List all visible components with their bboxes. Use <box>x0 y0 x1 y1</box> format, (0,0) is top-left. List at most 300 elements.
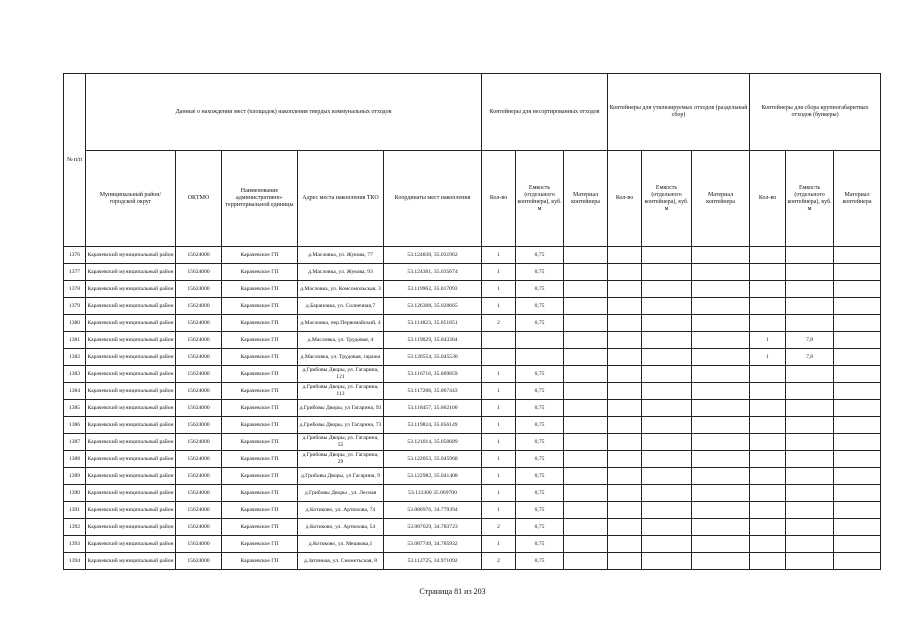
oktmo-cell: 15624000 <box>176 519 222 536</box>
header-qty-recycled: Кол-во <box>608 151 642 247</box>
coords-cell: 53.117288, 35.067443 <box>384 383 482 400</box>
row-number: 1380 <box>64 315 86 332</box>
address-cell: д.Грибовы Дворы, ул Гагарина, 73 <box>298 417 384 434</box>
row-number: 1389 <box>64 468 86 485</box>
material-sorted-cell <box>564 553 608 570</box>
qty-bulky-cell <box>750 383 786 400</box>
capacity-recycled-cell <box>642 332 692 349</box>
coords-cell: 53.122053, 35.045968 <box>384 451 482 468</box>
qty-bulky-cell <box>750 281 786 298</box>
qty-recycled-cell <box>608 519 642 536</box>
table-row <box>64 468 881 485</box>
qty-bulky-cell: 1 <box>750 349 786 366</box>
capacity-recycled-cell <box>642 247 692 264</box>
oktmo-cell: 15624000 <box>176 298 222 315</box>
row-number: 1394 <box>64 553 86 570</box>
settlement-cell: Карачевское ГП <box>222 400 298 417</box>
capacity-recycled-cell <box>642 519 692 536</box>
material-sorted-cell <box>564 417 608 434</box>
qty-recycled-cell <box>608 383 642 400</box>
capacity-recycled-cell <box>642 281 692 298</box>
material-bulky-cell <box>834 536 881 553</box>
address-cell: д.Масловка, ул. Трудовая, 4 <box>298 332 384 349</box>
capacity-sorted-cell <box>516 349 564 366</box>
settlement-cell: Карачевское ГП <box>222 315 298 332</box>
material-sorted-cell <box>564 400 608 417</box>
header-row-number: № п/п <box>64 74 86 247</box>
coords-cell: 53.114823, 35.051851 <box>384 315 482 332</box>
capacity-sorted-cell: 0,75 <box>516 247 564 264</box>
material-bulky-cell <box>834 553 881 570</box>
capacity-recycled-cell <box>642 264 692 281</box>
qty-sorted-cell <box>482 349 516 366</box>
material-sorted-cell <box>564 536 608 553</box>
row-number: 1383 <box>64 366 86 383</box>
material-sorted-cell <box>564 434 608 451</box>
header-capacity-recycled: Емкость (отдельного контейнера), куб. м <box>642 151 692 247</box>
oktmo-cell: 15624000 <box>176 451 222 468</box>
material-bulky-cell <box>834 298 881 315</box>
qty-recycled-cell <box>608 451 642 468</box>
settlement-cell: Карачевское ГП <box>222 349 298 366</box>
capacity-recycled-cell <box>642 451 692 468</box>
capacity-bulky-cell: 7,8 <box>786 349 834 366</box>
settlement-cell: Карачевское ГП <box>222 519 298 536</box>
capacity-bulky-cell <box>786 247 834 264</box>
district-cell: Карачевский муниципальный район <box>86 451 176 468</box>
material-recycled-cell <box>692 553 750 570</box>
capacity-bulky-cell <box>786 383 834 400</box>
qty-recycled-cell <box>608 502 642 519</box>
address-cell: д.Грибовы Дворы, ул. Гагарина, 113 <box>298 383 384 400</box>
oktmo-cell: 15624000 <box>176 332 222 349</box>
qty-recycled-cell <box>608 264 642 281</box>
oktmo-cell: 15624000 <box>176 536 222 553</box>
capacity-sorted-cell: 0,75 <box>516 366 564 383</box>
capacity-bulky-cell <box>786 281 834 298</box>
qty-sorted-cell: 1 <box>482 298 516 315</box>
row-number: 1382 <box>64 349 86 366</box>
coords-cell: 53.121014, 35.050689 <box>384 434 482 451</box>
row-number: 1377 <box>64 264 86 281</box>
material-sorted-cell <box>564 502 608 519</box>
qty-sorted-cell: 1 <box>482 451 516 468</box>
qty-recycled-cell <box>608 553 642 570</box>
district-cell: Карачевский муниципальный район <box>86 400 176 417</box>
header-capacity-sorted: Емкость (отдельного контейнера), куб. м <box>516 151 564 247</box>
row-number: 1387 <box>64 434 86 451</box>
table-row <box>64 332 881 349</box>
table-row <box>64 400 881 417</box>
qty-recycled-cell <box>608 298 642 315</box>
oktmo-cell: 15624000 <box>176 247 222 264</box>
header-qty-sorted: Кол-во <box>482 151 516 247</box>
settlement-cell: Карачевское ГП <box>222 553 298 570</box>
oktmo-cell: 15624000 <box>176 264 222 281</box>
capacity-sorted-cell: 0,75 <box>516 417 564 434</box>
qty-recycled-cell <box>608 400 642 417</box>
address-cell: д.Масловка, ул. Трудовая, гаражи <box>298 349 384 366</box>
capacity-sorted-cell: 0,75 <box>516 502 564 519</box>
material-recycled-cell <box>692 485 750 502</box>
oktmo-cell: 15624000 <box>176 383 222 400</box>
address-cell: д.Барановка, ул. Солнечная,7 <box>298 298 384 315</box>
material-recycled-cell <box>692 281 750 298</box>
header-material-bulky: Материал контейнера <box>834 151 881 247</box>
capacity-sorted-cell: 0,75 <box>516 400 564 417</box>
material-bulky-cell <box>834 434 881 451</box>
material-recycled-cell <box>692 417 750 434</box>
material-bulky-cell <box>834 383 881 400</box>
header-address: Адрес места накопления ТКО <box>298 151 384 247</box>
registry-table <box>63 73 881 570</box>
qty-sorted-cell: 1 <box>482 400 516 417</box>
material-sorted-cell <box>564 315 608 332</box>
qty-recycled-cell <box>608 434 642 451</box>
qty-sorted-cell: 1 <box>482 485 516 502</box>
address-cell: д.Грибовы Дворы, ул. Гагарина, 29 <box>298 451 384 468</box>
qty-recycled-cell <box>608 536 642 553</box>
address-cell: д.Грибовы Дворы, ул Гагарина, 93 <box>298 400 384 417</box>
table-row <box>64 366 881 383</box>
settlement-cell: Карачевское ГП <box>222 502 298 519</box>
settlement-cell: Карачевское ГП <box>222 366 298 383</box>
table-row <box>64 264 881 281</box>
oktmo-cell: 15624000 <box>176 502 222 519</box>
material-recycled-cell <box>692 502 750 519</box>
material-recycled-cell <box>692 451 750 468</box>
header-district: Муниципальный район/городской округ <box>86 151 176 247</box>
header-group-sorted: Контейнеры для несортированных отходов <box>482 74 608 151</box>
material-bulky-cell <box>834 349 881 366</box>
qty-bulky-cell <box>750 417 786 434</box>
capacity-recycled-cell <box>642 468 692 485</box>
address-cell: д.Масловка, ул. Комсомольская, 3 <box>298 281 384 298</box>
row-number: 1392 <box>64 519 86 536</box>
coords-cell: 53.118457, 35.062100 <box>384 400 482 417</box>
oktmo-cell: 15624000 <box>176 417 222 434</box>
capacity-sorted-cell: 0,75 <box>516 383 564 400</box>
table-row <box>64 553 881 570</box>
table-row <box>64 536 881 553</box>
qty-recycled-cell <box>608 485 642 502</box>
qty-sorted-cell: 1 <box>482 247 516 264</box>
table-row <box>64 281 881 298</box>
qty-recycled-cell <box>608 366 642 383</box>
capacity-recycled-cell <box>642 485 692 502</box>
settlement-cell: Карачевское ГП <box>222 536 298 553</box>
settlement-cell: Карачевское ГП <box>222 332 298 349</box>
material-bulky-cell <box>834 281 881 298</box>
capacity-recycled-cell <box>642 366 692 383</box>
address-cell: д.Масловка, ул. Жукова, 77 <box>298 247 384 264</box>
coords-cell: 53.116716, 35.069859 <box>384 366 482 383</box>
address-cell: д.Котиково, ул. Мешкова,1 <box>298 536 384 553</box>
capacity-recycled-cell <box>642 400 692 417</box>
district-cell: Карачевский муниципальный район <box>86 264 176 281</box>
row-number: 1390 <box>64 485 86 502</box>
capacity-sorted-cell: 0,75 <box>516 468 564 485</box>
header-capacity-bulky: Емкость (отдельного контейнера), куб. м <box>786 151 834 247</box>
table-row <box>64 349 881 366</box>
table-row <box>64 434 881 451</box>
coords-cell: 53.126308, 35.020665 <box>384 298 482 315</box>
qty-sorted-cell: 1 <box>482 502 516 519</box>
material-sorted-cell <box>564 298 608 315</box>
qty-recycled-cell <box>608 349 642 366</box>
material-sorted-cell <box>564 281 608 298</box>
capacity-sorted-cell: 0,75 <box>516 485 564 502</box>
material-bulky-cell <box>834 315 881 332</box>
material-recycled-cell <box>692 383 750 400</box>
header-settlement: Наименование административно-территориальной единицы <box>222 151 298 247</box>
district-cell: Карачевский муниципальный район <box>86 281 176 298</box>
district-cell: Карачевский муниципальный район <box>86 315 176 332</box>
oktmo-cell: 15624000 <box>176 281 222 298</box>
coords-cell: 53.112725, 34.971092 <box>384 553 482 570</box>
material-sorted-cell <box>564 383 608 400</box>
qty-recycled-cell <box>608 417 642 434</box>
capacity-sorted-cell: 0,75 <box>516 451 564 468</box>
header-oktmo: ОКТМО <box>176 151 222 247</box>
settlement-cell: Карачевское ГП <box>222 383 298 400</box>
coords-cell: 53.120554, 35.045530 <box>384 349 482 366</box>
table-body <box>64 247 881 570</box>
material-sorted-cell <box>564 264 608 281</box>
material-bulky-cell <box>834 264 881 281</box>
material-recycled-cell <box>692 536 750 553</box>
oktmo-cell: 15624000 <box>176 553 222 570</box>
row-number: 1381 <box>64 332 86 349</box>
row-number: 1393 <box>64 536 86 553</box>
material-bulky-cell <box>834 519 881 536</box>
capacity-sorted-cell: 0,75 <box>516 281 564 298</box>
settlement-cell: Карачевское ГП <box>222 281 298 298</box>
oktmo-cell: 15624000 <box>176 366 222 383</box>
table-row <box>64 383 881 400</box>
material-sorted-cell <box>564 485 608 502</box>
capacity-recycled-cell <box>642 315 692 332</box>
district-cell: Карачевский муниципальный район <box>86 298 176 315</box>
header-coords: Координаты мест накопления <box>384 151 482 247</box>
material-recycled-cell <box>692 247 750 264</box>
qty-recycled-cell <box>608 281 642 298</box>
material-bulky-cell <box>834 468 881 485</box>
settlement-cell: Карачевское ГП <box>222 247 298 264</box>
row-number: 1386 <box>64 417 86 434</box>
qty-bulky-cell <box>750 264 786 281</box>
coords-cell: 53.113300 35.069700 <box>384 485 482 502</box>
header-group-location: Данные о нахождении мест (площадок) накопления твердых коммунальных отходов <box>86 74 482 151</box>
qty-sorted-cell: 1 <box>482 264 516 281</box>
capacity-bulky-cell <box>786 315 834 332</box>
row-number: 1378 <box>64 281 86 298</box>
table-row <box>64 417 881 434</box>
oktmo-cell: 15624000 <box>176 349 222 366</box>
capacity-bulky-cell <box>786 417 834 434</box>
district-cell: Карачевский муниципальный район <box>86 332 176 349</box>
qty-recycled-cell <box>608 247 642 264</box>
qty-bulky-cell <box>750 451 786 468</box>
qty-sorted-cell: 2 <box>482 519 516 536</box>
material-sorted-cell <box>564 366 608 383</box>
coords-cell: 53.122982, 35.041408 <box>384 468 482 485</box>
address-cell: д.Котиково, ул. Артюхова, 74 <box>298 502 384 519</box>
capacity-recycled-cell <box>642 502 692 519</box>
table-row <box>64 247 881 264</box>
address-cell: д.Грибовы Дворы, ул Гагарина, 9 <box>298 468 384 485</box>
header-group-recycled: Контейнеры для утилизируемых отходов (раздельный сбор) <box>608 74 750 151</box>
coords-cell: 53.124301, 35.035674 <box>384 264 482 281</box>
header-material-sorted: Материал контейнера <box>564 151 608 247</box>
qty-bulky-cell <box>750 434 786 451</box>
district-cell: Карачевский муниципальный район <box>86 485 176 502</box>
qty-bulky-cell <box>750 485 786 502</box>
district-cell: Карачевский муниципальный район <box>86 519 176 536</box>
capacity-bulky-cell <box>786 434 834 451</box>
settlement-cell: Карачевское ГП <box>222 417 298 434</box>
capacity-sorted-cell: 0,75 <box>516 434 564 451</box>
capacity-recycled-cell <box>642 383 692 400</box>
material-sorted-cell <box>564 451 608 468</box>
capacity-bulky-cell <box>786 553 834 570</box>
settlement-cell: Карачевское ГП <box>222 468 298 485</box>
capacity-recycled-cell <box>642 536 692 553</box>
qty-sorted-cell: 1 <box>482 417 516 434</box>
oktmo-cell: 15624000 <box>176 315 222 332</box>
capacity-sorted-cell: 0,75 <box>516 536 564 553</box>
header-group-bulky: Контейнеры для сбора крупногабаритных отходов (бункеры) <box>750 74 881 151</box>
material-recycled-cell <box>692 332 750 349</box>
capacity-sorted-cell: 0,75 <box>516 315 564 332</box>
material-sorted-cell <box>564 349 608 366</box>
capacity-sorted-cell: 0,75 <box>516 553 564 570</box>
header-qty-bulky: Кол-во <box>750 151 786 247</box>
settlement-cell: Карачевское ГП <box>222 485 298 502</box>
qty-bulky-cell <box>750 519 786 536</box>
material-recycled-cell <box>692 264 750 281</box>
qty-recycled-cell <box>608 315 642 332</box>
qty-sorted-cell: 1 <box>482 468 516 485</box>
capacity-sorted-cell: 0,75 <box>516 519 564 536</box>
capacity-recycled-cell <box>642 434 692 451</box>
capacity-recycled-cell <box>642 298 692 315</box>
material-recycled-cell <box>692 315 750 332</box>
capacity-bulky-cell <box>786 485 834 502</box>
coords-cell: 53.086976, 34.779394 <box>384 502 482 519</box>
capacity-sorted-cell: 0,75 <box>516 298 564 315</box>
capacity-bulky-cell <box>786 502 834 519</box>
qty-sorted-cell: 1 <box>482 383 516 400</box>
district-cell: Карачевский муниципальный район <box>86 383 176 400</box>
district-cell: Карачевский муниципальный район <box>86 536 176 553</box>
address-cell: д.Грибовы Дворы, ул. Гагарина, 55 <box>298 434 384 451</box>
row-number: 1376 <box>64 247 86 264</box>
material-sorted-cell <box>564 332 608 349</box>
material-bulky-cell <box>834 417 881 434</box>
material-bulky-cell <box>834 400 881 417</box>
oktmo-cell: 15624000 <box>176 485 222 502</box>
qty-bulky-cell <box>750 366 786 383</box>
address-cell: д.Масловка, ул. Жукова, 93 <box>298 264 384 281</box>
row-number: 1391 <box>64 502 86 519</box>
district-cell: Карачевский муниципальный район <box>86 468 176 485</box>
qty-sorted-cell: 1 <box>482 536 516 553</box>
row-number: 1388 <box>64 451 86 468</box>
qty-sorted-cell: 1 <box>482 366 516 383</box>
material-recycled-cell <box>692 298 750 315</box>
capacity-bulky-cell <box>786 451 834 468</box>
material-sorted-cell <box>564 519 608 536</box>
qty-sorted-cell: 1 <box>482 281 516 298</box>
district-cell: Карачевский муниципальный район <box>86 247 176 264</box>
material-recycled-cell <box>692 434 750 451</box>
capacity-bulky-cell <box>786 536 834 553</box>
capacity-bulky-cell <box>786 519 834 536</box>
table-row <box>64 451 881 468</box>
material-bulky-cell <box>834 247 881 264</box>
capacity-recycled-cell <box>642 417 692 434</box>
material-recycled-cell <box>692 349 750 366</box>
settlement-cell: Карачевское ГП <box>222 434 298 451</box>
table-row <box>64 519 881 536</box>
table-row <box>64 502 881 519</box>
oktmo-cell: 15624000 <box>176 468 222 485</box>
capacity-sorted-cell: 0,75 <box>516 264 564 281</box>
settlement-cell: Карачевское ГП <box>222 298 298 315</box>
district-cell: Карачевский муниципальный район <box>86 434 176 451</box>
row-number: 1384 <box>64 383 86 400</box>
header-material-recycled: Материал контейнера <box>692 151 750 247</box>
qty-bulky-cell <box>750 315 786 332</box>
district-cell: Карачевский муниципальный район <box>86 366 176 383</box>
coords-cell: 53.087629, 34.783723 <box>384 519 482 536</box>
coords-cell: 53.124830, 35.031962 <box>384 247 482 264</box>
address-cell: д.Котиково, ул. Артюхова, 54 <box>298 519 384 536</box>
capacity-bulky-cell <box>786 400 834 417</box>
settlement-cell: Карачевское ГП <box>222 451 298 468</box>
capacity-recycled-cell <box>642 349 692 366</box>
coords-cell: 53.119029, 35.043304 <box>384 332 482 349</box>
capacity-bulky-cell <box>786 468 834 485</box>
address-cell: д.Грибовы Дворы , ул. Лесная <box>298 485 384 502</box>
capacity-sorted-cell <box>516 332 564 349</box>
capacity-bulky-cell <box>786 264 834 281</box>
qty-bulky-cell <box>750 553 786 570</box>
material-bulky-cell <box>834 451 881 468</box>
qty-sorted-cell: 2 <box>482 315 516 332</box>
coords-cell: 53.119962, 35.017093 <box>384 281 482 298</box>
table-row <box>64 315 881 332</box>
material-bulky-cell <box>834 485 881 502</box>
qty-recycled-cell <box>608 332 642 349</box>
table-row <box>64 485 881 502</box>
row-number: 1379 <box>64 298 86 315</box>
capacity-bulky-cell: 7,8 <box>786 332 834 349</box>
district-cell: Карачевский муниципальный район <box>86 553 176 570</box>
qty-sorted-cell: 1 <box>482 434 516 451</box>
material-recycled-cell <box>692 468 750 485</box>
row-number: 1385 <box>64 400 86 417</box>
qty-bulky-cell <box>750 536 786 553</box>
district-cell: Карачевский муниципальный район <box>86 502 176 519</box>
address-cell: д.Затинная, ул. Снежетьская, 8 <box>298 553 384 570</box>
qty-bulky-cell <box>750 468 786 485</box>
qty-bulky-cell <box>750 298 786 315</box>
material-recycled-cell <box>692 400 750 417</box>
oktmo-cell: 15624000 <box>176 400 222 417</box>
district-cell: Карачевский муниципальный район <box>86 417 176 434</box>
